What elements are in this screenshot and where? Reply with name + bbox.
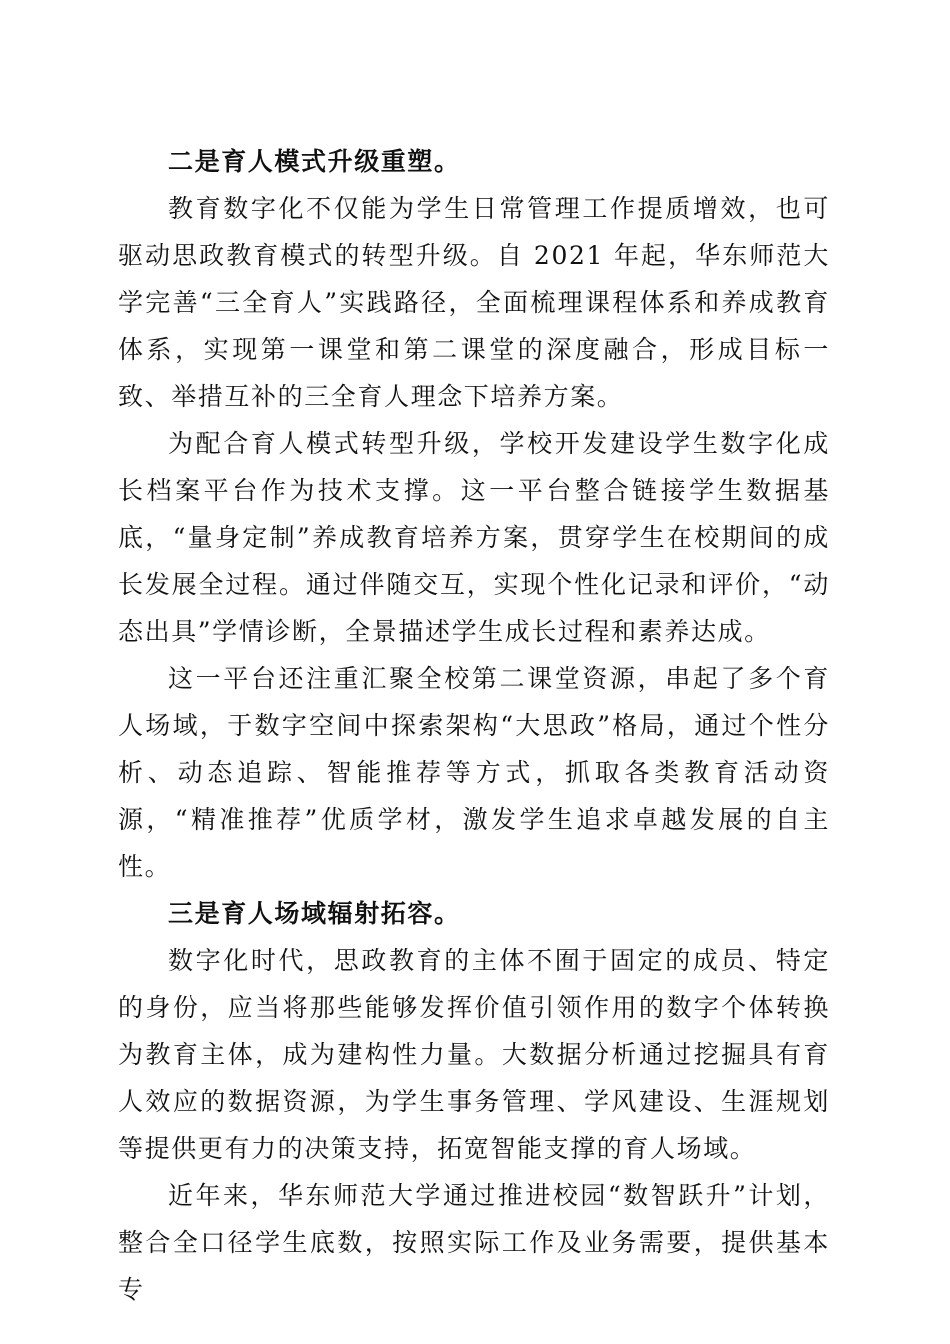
paragraph-digital-education: 教育数字化不仅能为学生日常管理工作提质增效，也可驱动思政教育模式的转型升级。自 2021 年起，华东师范大学完善“三全育人”实践路径，全面梳理课程体系和养成教育体系，实现第一课堂和第二课堂的深度融合，形成目标一致、举措互补的三全育人理念下培养方案。 [118, 194, 830, 411]
paragraph-recent-years: 近年来，华东师范大学通过推进校园“数智跃升”计划，整合全口径学生底数，按照实际工作及业务需要，提供基本专 [118, 1181, 830, 1304]
paragraph-growth-archive-platform: 为配合育人模式转型升级，学校开发建设学生数字化成长档案平台作为技术支撑。这一平台整合链接学生数据基底，“量身定制”养成教育培养方案，贯穿学生在校期间的成长发展全过程。通过伴随交互，实现个性化记录和评价，“动态出具”学情诊断，全景描述学生成长过程和素养达成。 [118, 429, 830, 646]
section-heading-3: 三是育人场域辐射拓容。 [168, 899, 461, 928]
paragraph-second-classroom: 这一平台还注重汇聚全校第二课堂资源，串起了多个育人场域，于数字空间中探索架构“大思政”格局，通过个性分析、动态追踪、智能推荐等方式，抓取各类教育活动资源，“精准推荐”优质学材，激发学生追求卓越发展的自主性。 [118, 664, 830, 881]
section-heading-2: 二是育人模式升级重塑。 [168, 147, 461, 176]
paragraph-digital-era: 数字化时代，思政教育的主体不囿于固定的成员、特定的身份，应当将那些能够发挥价值引领作用的数字个体转换为教育主体，成为建构性力量。大数据分析通过挖掘具有育人效应的数据资源，为学生事务管理、学风建设、生涯规划等提供更有力的决策支持，拓宽智能支撑的育人场域。 [118, 946, 830, 1163]
document-body [118, 138, 830, 1313]
